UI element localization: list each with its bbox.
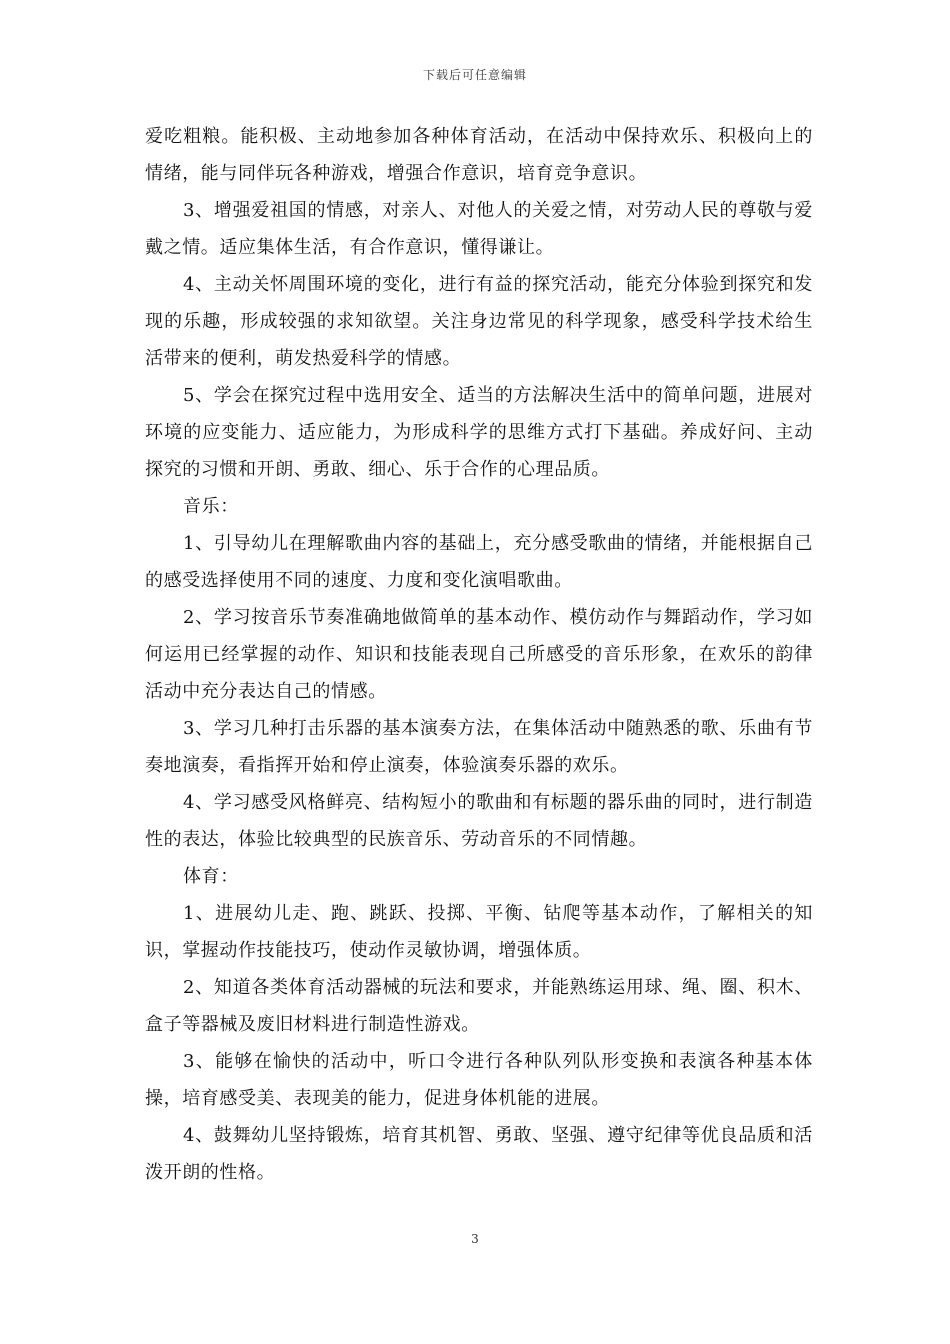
- paragraph: 1、引导幼儿在理解歌曲内容的基础上，充分感受歌曲的情绪，并能根据自己的感受选择使用不同的速度、力度和变化演唱歌曲。: [145, 533, 813, 591]
- page-number: 3: [471, 1232, 479, 1246]
- paragraph: 3、能够在愉快的活动中，听口令进行各种队列队形变换和表演各种基本体操，培育感受美、表现美的能力，促进身体机能的进展。: [145, 1051, 813, 1109]
- paragraph: 1、进展幼儿走、跑、跳跃、投掷、平衡、钻爬等基本动作，了解相关的知识，掌握动作技能技巧，使动作灵敏协调，增强体质。: [145, 903, 813, 961]
- body-text: [145, 118, 813, 1191]
- paragraph: 3、学习几种打击乐器的基本演奏方法，在集体活动中随熟悉的歌、乐曲有节奏地演奏，看指挥开始和停止演奏，体验演奏乐器的欢乐。: [145, 718, 813, 776]
- paragraph: 爱吃粗粮。能积极、主动地参加各种体育活动，在活动中保持欢乐、积极向上的情绪，能与同伴玩各种游戏，增强合作意识，培育竞争意识。: [145, 126, 813, 184]
- paragraph: 5、学会在探究过程中选用安全、适当的方法解决生活中的简单问题，进展对环境的应变能力、适应能力，为形成科学的思维方式打下基础。养成好问、主动探究的习惯和开朗、勇敢、细心、乐于合作的心理品质。: [145, 385, 813, 480]
- paragraph: 4、学习感受风格鲜亮、结构短小的歌曲和有标题的器乐曲的同时，进行制造性的表达，体验比较典型的民族音乐、劳动音乐的不同情趣。: [145, 792, 813, 850]
- paragraph: 3、增强爱祖国的情感，对亲人、对他人的关爱之情，对劳动人民的尊敬与爱戴之情。适应集体生活，有合作意识，懂得谦让。: [145, 200, 813, 258]
- section-heading-pe: 体育：: [183, 866, 239, 887]
- paragraph: 4、鼓舞幼儿坚持锻炼，培育其机智、勇敢、坚强、遵守纪律等优良品质和活泼开朗的性格。: [145, 1125, 813, 1183]
- paragraph: 4、主动关怀周围环境的变化，进行有益的探究活动，能充分体验到探究和发现的乐趣，形成较强的求知欲望。关注身边常见的科学现象，感受科学技术给生活带来的便利，萌发热爱科学的情感。: [145, 274, 813, 369]
- section-heading-music: 音乐：: [183, 496, 239, 517]
- paragraph: 2、学习按音乐节奏准确地做简单的基本动作、模仿动作与舞蹈动作，学习如何运用已经掌握的动作、知识和技能表现自己所感受的音乐形象，在欢乐的韵律活动中充分表达自己的情感。: [145, 607, 813, 702]
- page-header: 下载后可任意编辑: [422, 68, 527, 82]
- paragraph: 2、知道各类体育活动器械的玩法和要求，并能熟练运用球、绳、圈、积木、盒子等器械及废旧材料进行制造性游戏。: [145, 977, 813, 1035]
